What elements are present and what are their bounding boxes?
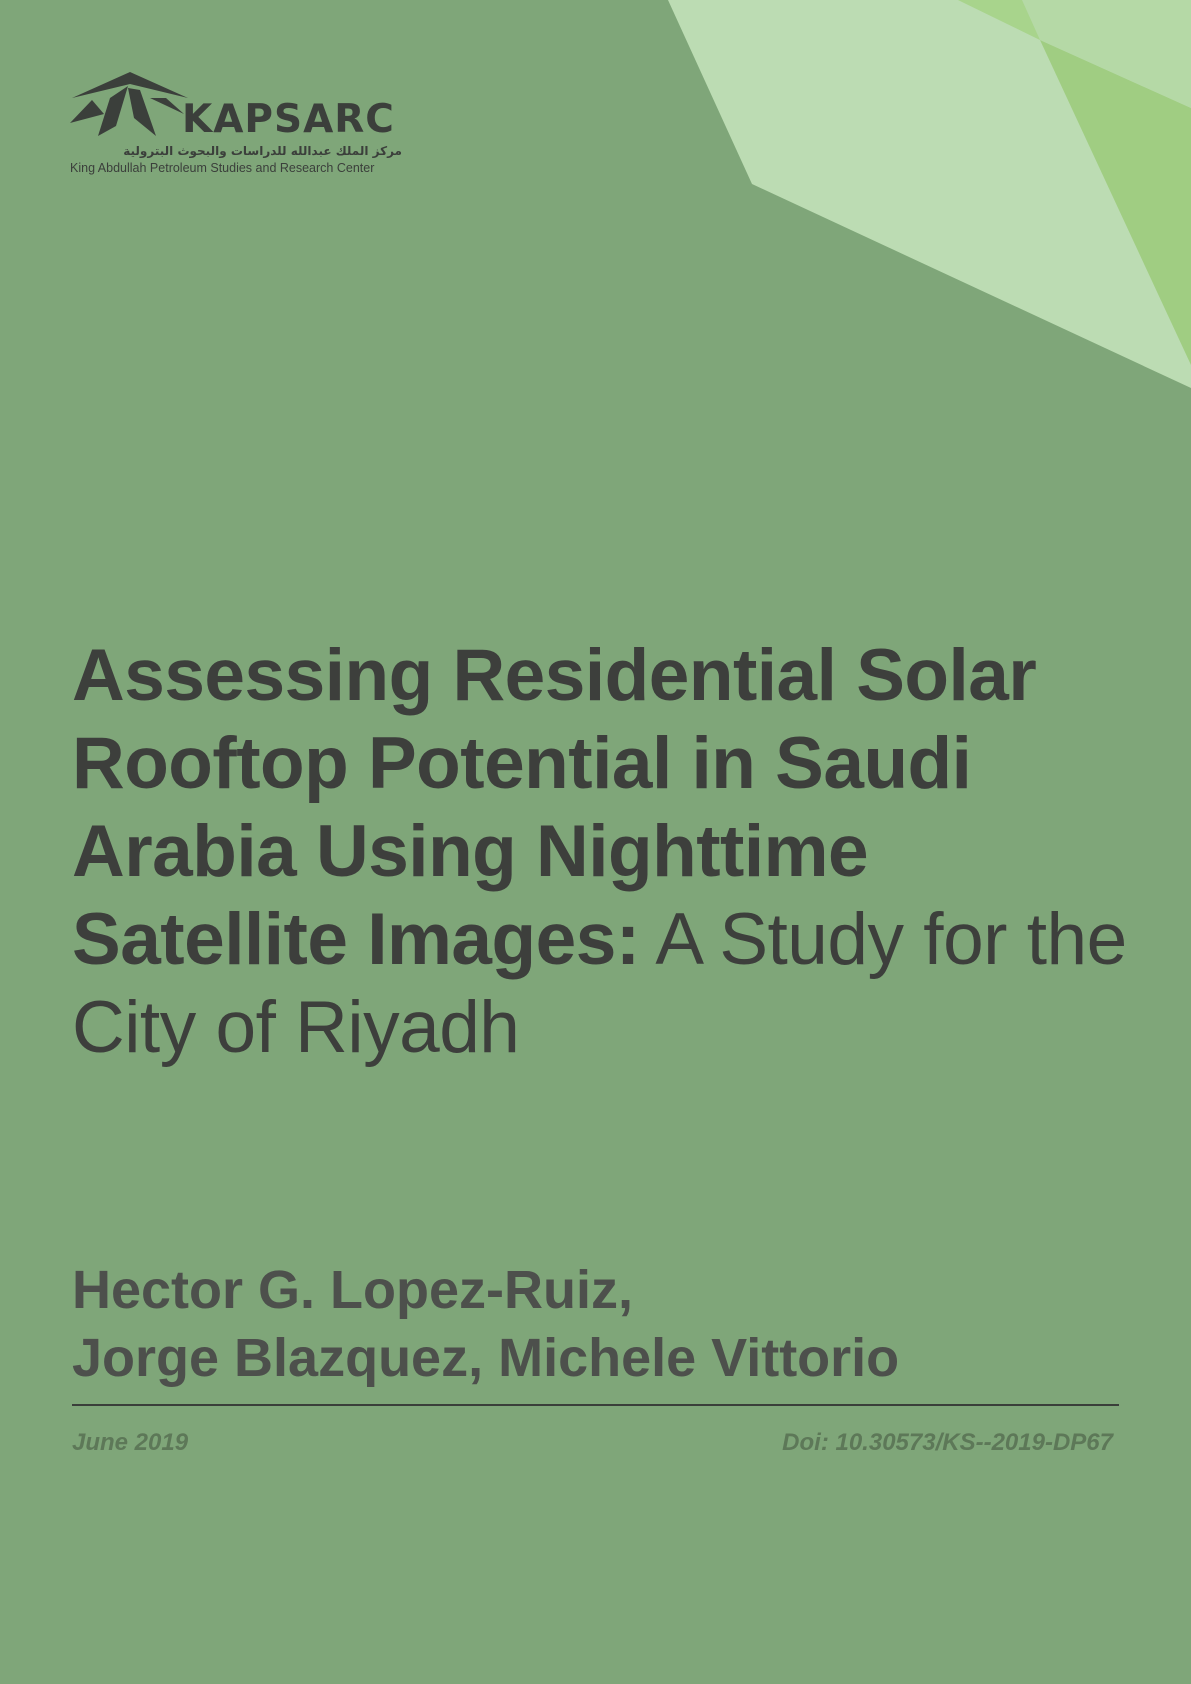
- authors-line-2: Jorge Blazquez, Michele Vittorio: [72, 1328, 900, 1388]
- logo-arabic-name: مركز الملك عبدالله للدراسات والبحوث البترولية: [123, 144, 402, 158]
- logo-wordmark: KAPSARC: [182, 97, 395, 142]
- authors-line-1: Hector G. Lopez-Ruiz,: [72, 1260, 634, 1320]
- logo-english-name: King Abdullah Petroleum Studies and Research Center: [70, 161, 375, 175]
- kapsarc-logo: [70, 70, 410, 180]
- divider: [72, 1404, 1119, 1406]
- title-bold-part: Assessing Residential Solar Rooftop Potential in Saudi Arabia Using Nighttime Satellite Images:: [72, 635, 1037, 980]
- publication-date: June 2019: [72, 1429, 189, 1456]
- doi: Doi: 10.30573/KS--2019-DP67: [782, 1429, 1113, 1456]
- title-regular-part: A Study for the City of Riyadh: [72, 899, 1127, 1068]
- kapsarc-tent-icon: [70, 70, 190, 140]
- authors: [72, 1256, 899, 1392]
- report-title: [72, 632, 1132, 1072]
